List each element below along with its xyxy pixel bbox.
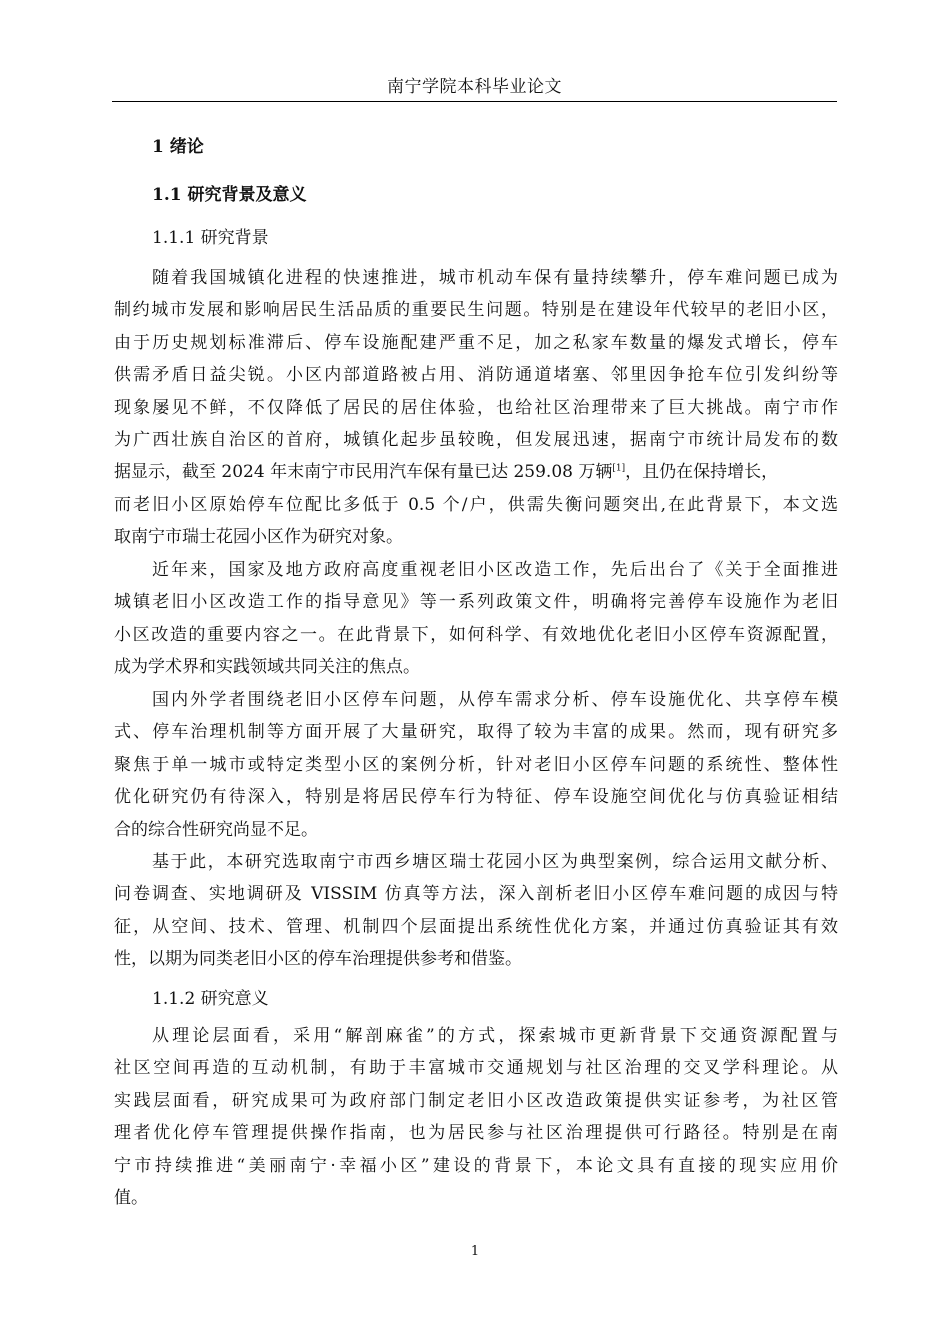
paragraph-background-1	[114, 262, 838, 554]
text-line: 成为学术界和实践领域共同关注的焦点。	[114, 657, 420, 678]
page-number: 1	[470, 1244, 480, 1259]
text-line: 性，以期为同类老旧小区的停车治理提供参考和借鉴。	[114, 949, 522, 970]
section-heading: 1.1 研究背景及意义	[152, 185, 307, 205]
text-line: 优化研究仍有待深入，特别是将居民停车行为特征、停车设施空间优化与仿真验证相结	[114, 787, 838, 808]
paragraph-background-4	[114, 846, 838, 976]
text-line: 城镇老旧小区改造工作的指导意见》等一系列政策文件，明确将完善停车设施作为老旧	[114, 592, 838, 613]
text-line: 由于历史规划标准滞后、停车设施配建严重不足，加之私家车数量的爆发式增长，停车	[114, 332, 838, 353]
text-line: 从理论层面看，采用“解剖麻雀”的方式，探索城市更新背景下交通资源配置与	[152, 1026, 838, 1046]
text-segment: 据显示，截至 2024 年末南宁市民用汽车保有量已达 259.08 万辆	[114, 462, 613, 483]
text-line: 随着我国城镇化进程的快速推进，城市机动车保有量持续攀升，停车难问题已成为	[152, 268, 838, 288]
text-line: 理者优化停车管理提供操作指南，也为居民参与社区治理提供可行路径。特别是在南	[114, 1123, 838, 1144]
text-line: 问卷调查、实地调研及 VISSIM 仿真等方法，深入剖析老旧小区停车难问题的成因与特	[114, 884, 838, 905]
text-line: 现象屡见不鲜，不仅降低了居民的居住体验，也给社区治理带来了巨大挑战。南宁市作	[114, 397, 838, 418]
text-line: 社区空间再造的互动机制，有助于丰富城市交通规划与社区治理的交叉学科理论。从	[114, 1058, 838, 1079]
chapter-heading: 1 绪论	[152, 137, 204, 157]
paragraph-background-3	[114, 684, 838, 846]
text-line: 供需矛盾日益尖锐。小区内部道路被占用、消防通道堵塞、邻里因争抢车位引发纠纷等	[114, 365, 838, 386]
subsection-heading-significance: 1.1.2 研究意义	[152, 989, 269, 1009]
text-line: 基于此，本研究选取南宁市西乡塘区瑞士花园小区为典型案例，综合运用文献分析、	[152, 852, 838, 872]
text-line: 国内外学者围绕老旧小区停车问题，从停车需求分析、停车设施优化、共享停车模	[152, 690, 838, 710]
text-line: 聚焦于单一城市或特定类型小区的案例分析，针对老旧小区停车问题的系统性、整体性	[114, 754, 838, 775]
text-line: 征，从空间、技术、管理、机制四个层面提出系统性优化方案，并通过仿真验证其有效	[114, 916, 838, 937]
text-line: 合的综合性研究尚显不足。	[114, 819, 318, 840]
text-line: 制约城市发展和影响居民生活品质的重要民生问题。特别是在建设年代较早的老旧小区，	[114, 300, 838, 321]
text-line: 式、停车治理机制等方面开展了大量研究，取得了较为丰富的成果。然而，现有研究多	[114, 722, 838, 743]
text-line: 取南宁市瑞士花园小区作为研究对象。	[114, 527, 403, 548]
citation-marker: [1]	[612, 463, 626, 474]
text-line: 近年来，国家及地方政府高度重视老旧小区改造工作，先后出台了《关于全面推进	[152, 560, 838, 580]
text-line: 而老旧小区原始停车位配比多低于 0.5 个/户，供需失衡问题突出,在此背景下，本文选	[114, 494, 838, 515]
running-header: 南宁学院本科毕业论文	[387, 77, 562, 97]
paragraph-significance	[114, 1020, 838, 1214]
text-line: 实践层面看，研究成果可为政府部门制定老旧小区改造政策提供实证参考，为社区管	[114, 1090, 838, 1111]
text-line-with-citation	[114, 456, 838, 488]
text-line: 为广西壮族自治区的首府，城镇化起步虽较晚，但发展迅速，据南宁市统计局发布的数	[114, 430, 838, 451]
text-line: 宁市持续推进“美丽南宁·幸福小区”建设的背景下，本论文具有直接的现实应用价	[114, 1155, 838, 1176]
text-line: 值。	[114, 1188, 148, 1209]
subsection-heading-background: 1.1.1 研究背景	[152, 228, 269, 248]
text-line: 小区改造的重要内容之一。在此背景下，如何科学、有效地优化老旧小区停车资源配置，	[114, 624, 838, 645]
text-segment: ，且仍在保持增长，	[625, 462, 779, 483]
paragraph-background-2	[114, 554, 838, 684]
header-rule	[112, 101, 837, 102]
